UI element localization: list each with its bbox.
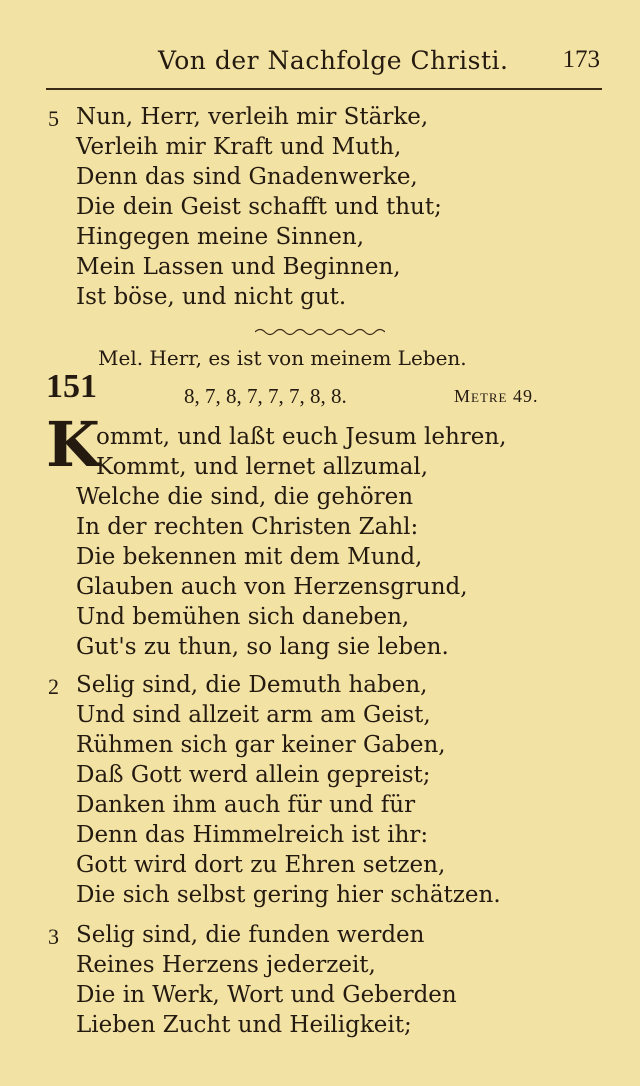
verse-line: Kommt, und lernet allzumal, [96, 454, 429, 480]
verse-line: Und sind allzeit arm am Geist, [76, 702, 431, 728]
verse-line: Reines Herzens jederzeit, [76, 952, 376, 978]
drop-cap: K [46, 408, 100, 481]
verse-line: Hingegen meine Sinnen, [76, 224, 365, 250]
verse-line: Gut's zu thun, so lang sie leben. [76, 634, 449, 660]
verse-line: Die in Werk, Wort und Geberden [76, 982, 457, 1008]
verse-line: Rühmen sich gar keiner Gaben, [76, 732, 446, 758]
stanza-number: 2 [48, 674, 59, 699]
verse-line: Nun, Herr, verleih mir Stärke, [76, 104, 429, 130]
verse-line: Die sich selbst gering hier schätzen. [76, 882, 501, 908]
page-number: 173 [562, 46, 600, 73]
verse-line: Ist böse, und nicht gut. [76, 284, 347, 310]
verse-line: Selig sind, die Demuth haben, [76, 672, 428, 698]
verse-line: ommt, und laßt euch Jesum lehren, [96, 424, 507, 450]
verse-line: Daß Gott werd allein gepreist; [76, 762, 431, 788]
verse-line: Danken ihm auch für und für [76, 792, 416, 818]
verse-line: Gott wird dort zu Ehren setzen, [76, 852, 446, 878]
verse-line: Denn das Himmelreich ist ihr: [76, 822, 429, 848]
verse-line: Die dein Geist schafft und thut; [76, 194, 442, 220]
meter-pattern: 8, 7, 8, 7, 7, 7, 8, 8. [184, 384, 347, 408]
stanza-number: 5 [48, 106, 59, 131]
verse-line: Die bekennen mit dem Mund, [76, 544, 423, 570]
ornament-rule [255, 326, 385, 338]
meter-reference: Metre 49. [454, 386, 539, 406]
verse-line: Und bemühen sich daneben, [76, 604, 410, 630]
verse-line: Welche die sind, die gehören [76, 484, 414, 510]
verse-line: Verleih mir Kraft und Muth, [76, 134, 402, 160]
header-title: Von der Nachfolge Christi. [158, 46, 509, 75]
running-header [40, 46, 600, 86]
melody-reference: Mel. Herr, es ist von meinem Leben. [98, 346, 467, 370]
header-rule [46, 88, 602, 90]
hymn-number: 151 [46, 368, 97, 405]
verse-line: In der rechten Christen Zahl: [76, 514, 419, 540]
stanza-number: 3 [48, 924, 59, 949]
verse-line: Denn das sind Gnadenwerke, [76, 164, 418, 190]
verse-line: Glauben auch von Herzensgrund, [76, 574, 468, 600]
verse-line: Selig sind, die funden werden [76, 922, 425, 948]
verse-line: Lieben Zucht und Heiligkeit; [76, 1012, 412, 1038]
verse-line: Mein Lassen und Beginnen, [76, 254, 401, 280]
